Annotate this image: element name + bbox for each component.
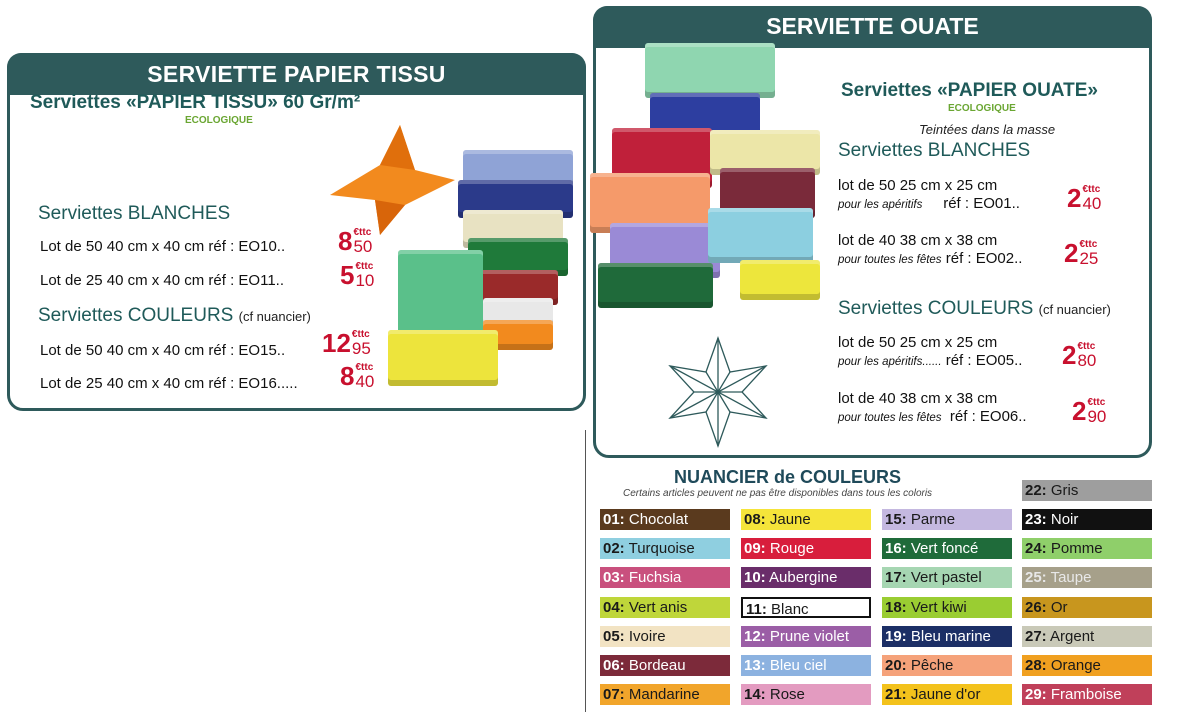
color-swatch-name: Mandarine bbox=[624, 686, 700, 703]
color-swatch-number: 05: bbox=[603, 628, 625, 645]
color-swatch-number: 14: bbox=[744, 686, 766, 703]
color-swatch-number: 22: bbox=[1025, 482, 1047, 499]
color-swatch-name: Or bbox=[1046, 599, 1068, 616]
color-swatch-name: Noir bbox=[1046, 511, 1079, 528]
price-eo16: 8 €ttc 40 bbox=[340, 361, 375, 391]
color-swatch bbox=[741, 655, 871, 676]
color-swatch-number: 03: bbox=[603, 569, 625, 586]
color-swatch-number: 12: bbox=[744, 628, 766, 645]
color-swatch-number: 13: bbox=[744, 657, 766, 674]
color-swatch bbox=[882, 626, 1012, 647]
color-swatch-name: Framboise bbox=[1046, 686, 1122, 703]
color-swatch-name: Rouge bbox=[765, 540, 815, 557]
color-swatch bbox=[1022, 597, 1152, 618]
color-swatch bbox=[600, 567, 730, 588]
color-swatch-number: 29: bbox=[1025, 686, 1047, 703]
color-swatch-name: Prune violet bbox=[765, 628, 850, 645]
ouate-line-eo01: lot de 50 25 cm x 25 cm pour les apéritifs réf : EO01.. bbox=[838, 177, 1020, 212]
color-swatch-name: Pomme bbox=[1046, 540, 1103, 557]
color-swatch-name: Vert kiwi bbox=[906, 599, 967, 616]
color-swatch-number: 04: bbox=[603, 599, 625, 616]
price-eo05: 2 €ttc 80 bbox=[1062, 340, 1097, 370]
tissu-blanches-heading: Serviettes BLANCHES bbox=[38, 203, 231, 224]
color-swatch-number: 06: bbox=[603, 657, 625, 674]
color-swatch-name: Chocolat bbox=[624, 511, 689, 528]
color-swatch bbox=[1022, 684, 1152, 705]
price-eo02: 2 €ttc 25 bbox=[1064, 238, 1099, 268]
color-swatch bbox=[882, 567, 1012, 588]
color-swatch-number: 08: bbox=[744, 511, 766, 528]
color-swatch-name: Parme bbox=[906, 511, 956, 528]
color-swatch bbox=[600, 509, 730, 530]
color-swatch-number: 15: bbox=[885, 511, 907, 528]
color-swatch bbox=[600, 597, 730, 618]
price-eo15: 12 €ttc 95 bbox=[322, 328, 371, 358]
color-swatch-name: Vert foncé bbox=[906, 540, 979, 557]
color-swatch bbox=[1022, 480, 1152, 501]
napkin-stack-image bbox=[388, 150, 578, 390]
price-eo11: 5 €ttc 10 bbox=[340, 260, 375, 290]
color-swatch-number: 11: bbox=[746, 601, 767, 618]
banner-papier-tissu: SERVIETTE PAPIER TISSU bbox=[7, 53, 586, 95]
napkin-stack-image bbox=[590, 38, 830, 318]
price-eo06: 2 €ttc 90 bbox=[1072, 396, 1107, 426]
tissu-title: Serviettes «PAPIER TISSU» 60 Gr/m² bbox=[30, 92, 361, 113]
color-swatch-number: 09: bbox=[744, 540, 766, 557]
color-swatch bbox=[600, 626, 730, 647]
vertical-divider bbox=[585, 430, 586, 712]
color-swatch bbox=[741, 684, 871, 705]
color-swatch-number: 28: bbox=[1025, 657, 1047, 674]
color-swatch-name: Gris bbox=[1046, 482, 1079, 499]
star-ornament-icon bbox=[668, 336, 768, 448]
tissu-line-eo16: Lot de 25 40 cm x 40 cm réf : EO16..... bbox=[40, 375, 298, 392]
color-swatch-name: Fuchsia bbox=[624, 569, 682, 586]
color-swatch bbox=[882, 509, 1012, 530]
color-swatch-number: 18: bbox=[885, 599, 907, 616]
nuancier-subtitle: Certains articles peuvent ne pas être disponibles dans tous les coloris bbox=[623, 488, 933, 499]
ouate-title: Serviettes «PAPIER OUATE» bbox=[841, 80, 1098, 101]
color-swatch bbox=[1022, 567, 1152, 588]
color-swatch-number: 27: bbox=[1025, 628, 1047, 645]
color-swatch bbox=[882, 655, 1012, 676]
price-eo10: 8 €ttc 50 bbox=[338, 226, 373, 256]
color-swatch bbox=[741, 626, 871, 647]
color-swatch-number: 17: bbox=[885, 569, 907, 586]
ouate-line-eo06: lot de 40 38 cm x 38 cm pour toutes les fêtes réf : EO06.. bbox=[838, 390, 1027, 425]
color-swatch bbox=[600, 655, 730, 676]
color-swatch-number: 07: bbox=[603, 686, 625, 703]
tissu-eco-label: ECOLOGIQUE bbox=[185, 115, 253, 126]
color-swatch bbox=[741, 538, 871, 559]
color-swatch-name: Vert anis bbox=[624, 599, 688, 616]
color-swatch bbox=[1022, 538, 1152, 559]
color-swatch-number: 24: bbox=[1025, 540, 1047, 557]
color-swatch-name: Orange bbox=[1046, 657, 1101, 674]
ouate-line-eo05: lot de 50 25 cm x 25 cm pour les apéritifs...... réf : EO05.. bbox=[838, 334, 1023, 369]
tissu-line-eo10: Lot de 50 40 cm x 40 cm réf : EO10.. bbox=[40, 238, 286, 255]
ouate-blanches-heading: Serviettes BLANCHES bbox=[838, 140, 1031, 161]
color-swatch-name: Blanc bbox=[766, 601, 809, 618]
color-swatch bbox=[1022, 626, 1152, 647]
color-swatch bbox=[600, 538, 730, 559]
ouate-couleurs-heading: Serviettes COULEURS (cf nuancier) bbox=[838, 298, 1111, 319]
color-swatch-number: 25: bbox=[1025, 569, 1047, 586]
color-swatch-name: Jaune d'or bbox=[906, 686, 981, 703]
color-swatch-name: Pêche bbox=[906, 657, 954, 674]
color-swatch bbox=[882, 538, 1012, 559]
ouate-eco-label: ECOLOGIQUE bbox=[948, 103, 1016, 114]
nuancier-title: NUANCIER de COULEURS bbox=[674, 467, 902, 487]
color-swatch-name: Bleu marine bbox=[906, 628, 991, 645]
tissu-couleurs-heading: Serviettes COULEURS (cf nuancier) bbox=[38, 305, 311, 326]
color-swatch-name: Aubergine bbox=[765, 569, 838, 586]
color-swatch-number: 26: bbox=[1025, 599, 1047, 616]
color-swatch bbox=[882, 597, 1012, 618]
tissu-line-eo11: Lot de 25 40 cm x 40 cm réf : EO11.. bbox=[40, 272, 285, 289]
banner-ouate: SERVIETTE OUATE bbox=[593, 6, 1152, 48]
color-swatch-number: 23: bbox=[1025, 511, 1047, 528]
color-swatch-name: Bleu ciel bbox=[765, 657, 827, 674]
color-swatch-name: Taupe bbox=[1046, 569, 1092, 586]
color-swatch-number: 02: bbox=[603, 540, 625, 557]
color-swatch-number: 19: bbox=[885, 628, 907, 645]
color-swatch-name: Turquoise bbox=[624, 540, 695, 557]
ouate-line-eo02: lot de 40 38 cm x 38 cm pour toutes les fêtes réf : EO02.. bbox=[838, 232, 1023, 267]
color-swatch bbox=[882, 684, 1012, 705]
color-swatch-name: Bordeau bbox=[624, 657, 686, 674]
color-swatch-number: 20: bbox=[885, 657, 907, 674]
color-swatch-number: 21: bbox=[885, 686, 907, 703]
color-swatch-name: Jaune bbox=[765, 511, 811, 528]
color-swatch-number: 16: bbox=[885, 540, 907, 557]
color-swatch bbox=[1022, 509, 1152, 530]
color-swatch-name: Vert pastel bbox=[906, 569, 982, 586]
color-swatch bbox=[600, 684, 730, 705]
color-swatch-number: 10: bbox=[744, 569, 766, 586]
ouate-tint-note: Teintées dans la masse bbox=[919, 122, 1056, 137]
color-swatch-name: Rose bbox=[765, 686, 805, 703]
price-eo01: 2 €ttc 40 bbox=[1067, 183, 1102, 213]
color-swatch-number: 01: bbox=[603, 511, 625, 528]
color-swatch bbox=[741, 509, 871, 530]
color-swatch bbox=[1022, 655, 1152, 676]
color-swatch bbox=[741, 597, 871, 618]
tissu-line-eo15: Lot de 50 40 cm x 40 cm réf : EO15.. bbox=[40, 342, 286, 359]
color-swatch bbox=[741, 567, 871, 588]
color-swatch-name: Ivoire bbox=[624, 628, 666, 645]
color-swatch-name: Argent bbox=[1046, 628, 1095, 645]
